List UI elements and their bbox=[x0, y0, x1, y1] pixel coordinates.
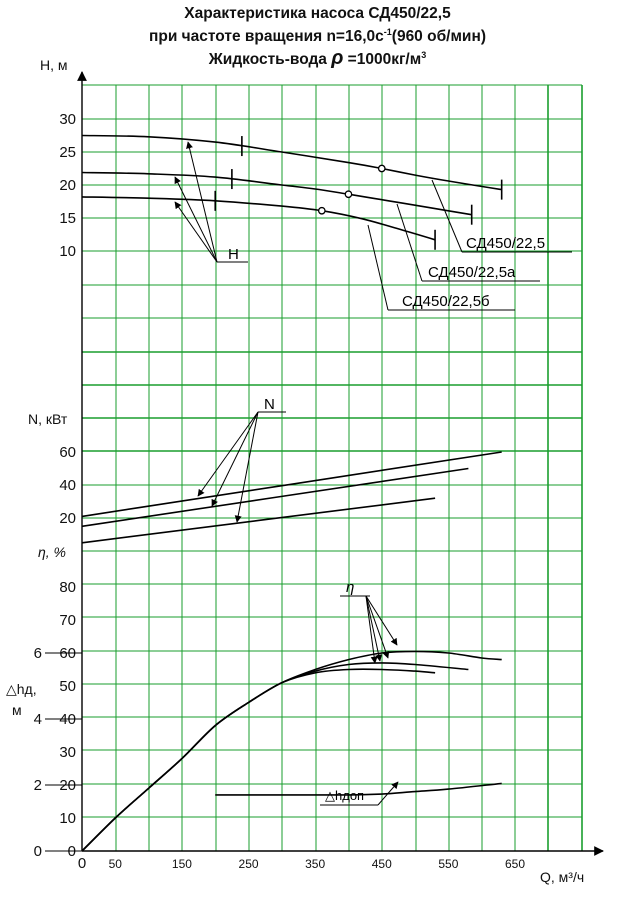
eta-tick-label: 0 bbox=[67, 843, 76, 860]
h-tick-label: 25 bbox=[59, 144, 76, 161]
title-line-2-text: при частоте вращения n=16,0с bbox=[149, 28, 384, 46]
n-tick-label: 40 bbox=[59, 477, 76, 494]
H-point-marker bbox=[345, 191, 351, 197]
H-curve-1 bbox=[82, 136, 502, 190]
H-point-marker bbox=[319, 208, 325, 214]
x-tick-label: 150 bbox=[171, 857, 192, 871]
title-line-3-density: =1000кг/м bbox=[343, 51, 422, 69]
title-line-3-sup: 3 bbox=[421, 50, 427, 61]
x-tick-label: 350 bbox=[305, 857, 326, 871]
x-tick-label: 250 bbox=[238, 857, 259, 871]
dh-tick-label: 4 bbox=[33, 711, 42, 728]
eta-tick-label: 70 bbox=[59, 612, 76, 629]
eta-tick-label: 40 bbox=[59, 711, 76, 728]
n-axis-label: N, кВт bbox=[28, 411, 68, 427]
dh-axis-unit: м bbox=[12, 702, 22, 718]
eta-curves-label: η bbox=[346, 579, 355, 596]
x-tick-label: 50 bbox=[108, 857, 122, 871]
h-tick-label: 15 bbox=[59, 210, 76, 227]
x-tick-label: 450 bbox=[371, 857, 392, 871]
h-tick-label: 10 bbox=[59, 243, 76, 260]
dh-tick-label: 2 bbox=[33, 777, 42, 794]
N-curve-1 bbox=[82, 452, 502, 516]
h-axis-label: Н, м bbox=[40, 57, 68, 73]
x-tick-label: 0 bbox=[77, 855, 87, 872]
h-tick-label: 20 bbox=[59, 177, 76, 194]
h-tick-label: 30 bbox=[59, 111, 76, 128]
eta-tick-label: 50 bbox=[59, 678, 76, 695]
dh-tick-label: 6 bbox=[33, 645, 42, 662]
eta-tick-label: 80 bbox=[59, 579, 76, 596]
n-tick-label: 60 bbox=[59, 444, 76, 461]
curve-1-label: СД450/22,5 bbox=[466, 235, 546, 252]
n-tick-labels bbox=[59, 444, 76, 527]
n-curves-label: N bbox=[264, 396, 275, 413]
eta-tick-label: 10 bbox=[59, 810, 76, 827]
eta-tick-label: 30 bbox=[59, 744, 76, 761]
H-curve-2 bbox=[82, 173, 472, 215]
eta-curve-1 bbox=[82, 651, 502, 851]
eta-curve-2 bbox=[82, 663, 468, 851]
curve-3-label: СД450/22,5б bbox=[402, 293, 490, 310]
grid bbox=[82, 85, 582, 851]
rho-symbol: ρ bbox=[331, 47, 344, 70]
x-tick-label: 550 bbox=[438, 857, 459, 871]
n-tick-label: 20 bbox=[59, 510, 76, 527]
curves bbox=[82, 136, 502, 852]
title-line-1: Характеристика насоса СД450/22,5 bbox=[184, 5, 451, 22]
title-line-2-rpm: (960 об/мин) bbox=[391, 28, 486, 46]
dh-tick-label: 0 bbox=[33, 843, 42, 860]
eta-tick-label: 20 bbox=[59, 777, 76, 794]
x-tick-labels bbox=[78, 855, 526, 872]
H-point-marker bbox=[379, 165, 385, 171]
dh-allowable-label: △hдоп bbox=[325, 788, 365, 803]
x-axis-label: Q, м³/ч bbox=[540, 869, 585, 885]
title-line-2-sup: -1 bbox=[383, 27, 392, 37]
point-markers bbox=[215, 136, 501, 250]
x-tick-label: 650 bbox=[504, 857, 526, 871]
eta-tick-label: 60 bbox=[59, 645, 76, 662]
eta-axis-label: η, % bbox=[38, 544, 66, 560]
title-line-3-text: Жидкость-вода bbox=[208, 51, 327, 69]
curve-2-label: СД450/22,5а bbox=[428, 264, 516, 281]
dh-axis-label: △hд, bbox=[6, 681, 37, 697]
h-tick-labels bbox=[59, 111, 76, 260]
h-curves-label: Н bbox=[228, 246, 239, 263]
